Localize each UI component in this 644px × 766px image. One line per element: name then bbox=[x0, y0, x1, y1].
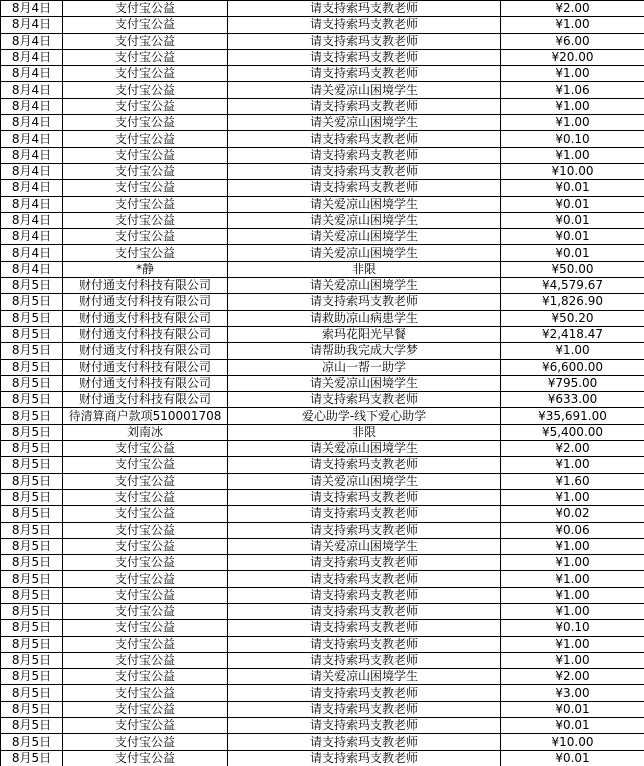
cell-date[interactable]: 8月5日 bbox=[1, 571, 63, 587]
table-row bbox=[1, 17, 644, 33]
cell-amount[interactable]: ¥5,400.00 bbox=[501, 424, 644, 440]
table-row bbox=[1, 261, 644, 277]
table-row bbox=[1, 473, 644, 489]
table-row bbox=[1, 669, 644, 685]
cell-project[interactable]: 非限 bbox=[228, 261, 501, 277]
cell-payer[interactable]: 支付宝公益 bbox=[63, 163, 228, 179]
table-row bbox=[1, 750, 644, 766]
cell-payer[interactable]: 支付宝公益 bbox=[63, 750, 228, 766]
cell-project[interactable]: 索玛花阳光早餐 bbox=[228, 326, 501, 342]
cell-project[interactable]: 请支持索玛支教老师 bbox=[228, 652, 501, 668]
cell-amount[interactable]: ¥6,600.00 bbox=[501, 359, 644, 375]
cell-project[interactable]: 凉山一帮一助学 bbox=[228, 359, 501, 375]
table-row bbox=[1, 685, 644, 701]
table-row bbox=[1, 375, 644, 391]
cell-payer[interactable]: 支付宝公益 bbox=[63, 522, 228, 538]
table-row bbox=[1, 522, 644, 538]
cell-amount[interactable]: ¥10.00 bbox=[501, 734, 644, 750]
cell-payer[interactable]: 支付宝公益 bbox=[63, 82, 228, 98]
cell-amount[interactable]: ¥0.02 bbox=[501, 506, 644, 522]
cell-amount[interactable]: ¥0.10 bbox=[501, 131, 644, 147]
cell-date[interactable]: 8月5日 bbox=[1, 441, 63, 457]
cell-project[interactable]: 非限 bbox=[228, 424, 501, 440]
table-row bbox=[1, 196, 644, 212]
cell-date[interactable]: 8月5日 bbox=[1, 343, 63, 359]
cell-date[interactable]: 8月5日 bbox=[1, 734, 63, 750]
cell-project[interactable]: 请支持索玛支教老师 bbox=[228, 620, 501, 636]
cell-amount[interactable]: ¥0.01 bbox=[501, 750, 644, 766]
cell-project[interactable]: 请支持索玛支教老师 bbox=[228, 587, 501, 603]
cell-amount[interactable]: ¥1.00 bbox=[501, 343, 644, 359]
cell-project[interactable]: 请支持索玛支教老师 bbox=[228, 636, 501, 652]
cell-amount[interactable]: ¥1.00 bbox=[501, 17, 644, 33]
cell-project[interactable]: 请关爱凉山困境学生 bbox=[228, 473, 501, 489]
cell-date[interactable]: 8月5日 bbox=[1, 538, 63, 554]
table-row bbox=[1, 408, 644, 424]
cell-payer[interactable]: 支付宝公益 bbox=[63, 587, 228, 603]
cell-project[interactable]: 请支持索玛支教老师 bbox=[228, 131, 501, 147]
table-row bbox=[1, 343, 644, 359]
cell-amount[interactable]: ¥3.00 bbox=[501, 685, 644, 701]
cell-amount[interactable]: ¥1.00 bbox=[501, 66, 644, 82]
cell-payer[interactable]: 支付宝公益 bbox=[63, 245, 228, 261]
cell-amount[interactable]: ¥1.00 bbox=[501, 603, 644, 619]
cell-payer[interactable]: 支付宝公益 bbox=[63, 66, 228, 82]
cell-date[interactable]: 8月5日 bbox=[1, 620, 63, 636]
cell-amount[interactable]: ¥0.01 bbox=[501, 718, 644, 734]
cell-project[interactable]: 请支持索玛支教老师 bbox=[228, 163, 501, 179]
cell-project[interactable]: 请支持索玛支教老师 bbox=[228, 506, 501, 522]
cell-project[interactable]: 请支持索玛支教老师 bbox=[228, 685, 501, 701]
cell-amount[interactable]: ¥1.00 bbox=[501, 587, 644, 603]
cell-payer[interactable]: 支付宝公益 bbox=[63, 229, 228, 245]
cell-project[interactable]: 请关爱凉山困境学生 bbox=[228, 229, 501, 245]
cell-date[interactable]: 8月4日 bbox=[1, 180, 63, 196]
cell-payer[interactable]: 待清算商户款项510001708 bbox=[63, 408, 228, 424]
cell-date[interactable]: 8月4日 bbox=[1, 115, 63, 131]
cell-date[interactable]: 8月4日 bbox=[1, 196, 63, 212]
table-row bbox=[1, 49, 644, 65]
cell-project[interactable]: 请关爱凉山困境学生 bbox=[228, 212, 501, 228]
cell-payer[interactable]: 刘南冰 bbox=[63, 424, 228, 440]
table-row bbox=[1, 538, 644, 554]
cell-payer[interactable]: 财付通支付科技有限公司 bbox=[63, 392, 228, 408]
table-row bbox=[1, 163, 644, 179]
cell-date[interactable]: 8月5日 bbox=[1, 278, 63, 294]
cell-date[interactable]: 8月5日 bbox=[1, 603, 63, 619]
cell-date[interactable]: 8月5日 bbox=[1, 326, 63, 342]
cell-amount[interactable]: ¥1.00 bbox=[501, 555, 644, 571]
cell-date[interactable]: 8月5日 bbox=[1, 375, 63, 391]
cell-date[interactable]: 8月5日 bbox=[1, 294, 63, 310]
cell-payer[interactable]: 支付宝公益 bbox=[63, 506, 228, 522]
table-row bbox=[1, 587, 644, 603]
table-row bbox=[1, 718, 644, 734]
cell-date[interactable]: 8月5日 bbox=[1, 587, 63, 603]
cell-amount[interactable]: ¥50.20 bbox=[501, 310, 644, 326]
table-row bbox=[1, 115, 644, 131]
cell-payer[interactable]: 支付宝公益 bbox=[63, 49, 228, 65]
table-row bbox=[1, 33, 644, 49]
cell-amount[interactable]: ¥0.01 bbox=[501, 180, 644, 196]
cell-project[interactable]: 请支持索玛支教老师 bbox=[228, 66, 501, 82]
cell-amount[interactable]: ¥0.06 bbox=[501, 522, 644, 538]
cell-payer[interactable]: 支付宝公益 bbox=[63, 131, 228, 147]
cell-project[interactable]: 请支持索玛支教老师 bbox=[228, 750, 501, 766]
table-body bbox=[1, 1, 644, 766]
table-row bbox=[1, 229, 644, 245]
cell-date[interactable]: 8月5日 bbox=[1, 489, 63, 505]
cell-payer[interactable]: 支付宝公益 bbox=[63, 636, 228, 652]
cell-payer[interactable]: 支付宝公益 bbox=[63, 115, 228, 131]
cell-amount[interactable]: ¥1.00 bbox=[501, 652, 644, 668]
cell-date[interactable]: 8月5日 bbox=[1, 310, 63, 326]
cell-amount[interactable]: ¥0.01 bbox=[501, 229, 644, 245]
cell-amount[interactable]: ¥1.00 bbox=[501, 457, 644, 473]
table-row bbox=[1, 555, 644, 571]
cell-payer[interactable]: 支付宝公益 bbox=[63, 17, 228, 33]
table-row bbox=[1, 734, 644, 750]
table-row bbox=[1, 603, 644, 619]
cell-amount[interactable]: ¥4,579.67 bbox=[501, 278, 644, 294]
cell-amount[interactable]: ¥20.00 bbox=[501, 49, 644, 65]
cell-date[interactable]: 8月5日 bbox=[1, 473, 63, 489]
table-row bbox=[1, 457, 644, 473]
table-row bbox=[1, 652, 644, 668]
table-row bbox=[1, 636, 644, 652]
cell-payer[interactable]: 财付通支付科技有限公司 bbox=[63, 294, 228, 310]
cell-project[interactable]: 请支持索玛支教老师 bbox=[228, 98, 501, 114]
cell-project[interactable]: 请救助凉山病患学生 bbox=[228, 310, 501, 326]
cell-payer[interactable]: 支付宝公益 bbox=[63, 685, 228, 701]
cell-payer[interactable]: 支付宝公益 bbox=[63, 180, 228, 196]
cell-project[interactable]: 请关爱凉山困境学生 bbox=[228, 196, 501, 212]
cell-project[interactable]: 请帮助我完成大学梦 bbox=[228, 343, 501, 359]
table-row bbox=[1, 131, 644, 147]
cell-payer[interactable]: 支付宝公益 bbox=[63, 212, 228, 228]
cell-date[interactable]: 8月4日 bbox=[1, 261, 63, 277]
cell-amount[interactable]: ¥1.00 bbox=[501, 98, 644, 114]
table-row bbox=[1, 571, 644, 587]
cell-project[interactable]: 请支持索玛支教老师 bbox=[228, 571, 501, 587]
table-row bbox=[1, 392, 644, 408]
cell-amount[interactable]: ¥2.00 bbox=[501, 669, 644, 685]
cell-amount[interactable]: ¥10.00 bbox=[501, 163, 644, 179]
cell-payer[interactable]: 财付通支付科技有限公司 bbox=[63, 326, 228, 342]
cell-payer[interactable]: 支付宝公益 bbox=[63, 457, 228, 473]
cell-payer[interactable]: 支付宝公益 bbox=[63, 33, 228, 49]
cell-project[interactable]: 请支持索玛支教老师 bbox=[228, 555, 501, 571]
cell-date[interactable]: 8月4日 bbox=[1, 98, 63, 114]
table-row bbox=[1, 489, 644, 505]
cell-date[interactable]: 8月5日 bbox=[1, 359, 63, 375]
table-row bbox=[1, 180, 644, 196]
cell-date[interactable]: 8月5日 bbox=[1, 669, 63, 685]
cell-project[interactable]: 请支持索玛支教老师 bbox=[228, 1, 501, 17]
cell-payer[interactable]: 支付宝公益 bbox=[63, 603, 228, 619]
cell-payer[interactable]: 财付通支付科技有限公司 bbox=[63, 343, 228, 359]
cell-amount[interactable]: ¥0.01 bbox=[501, 701, 644, 717]
cell-payer[interactable]: 支付宝公益 bbox=[63, 98, 228, 114]
cell-payer[interactable]: 支付宝公益 bbox=[63, 441, 228, 457]
cell-amount[interactable]: ¥2.00 bbox=[501, 441, 644, 457]
cell-payer[interactable]: 支付宝公益 bbox=[63, 620, 228, 636]
cell-date[interactable]: 8月4日 bbox=[1, 1, 63, 17]
cell-payer[interactable]: 支付宝公益 bbox=[63, 489, 228, 505]
table-row bbox=[1, 212, 644, 228]
cell-date[interactable]: 8月4日 bbox=[1, 66, 63, 82]
cell-date[interactable]: 8月4日 bbox=[1, 147, 63, 163]
cell-project[interactable]: 请关爱凉山困境学生 bbox=[228, 115, 501, 131]
cell-project[interactable]: 请支持索玛支教老师 bbox=[228, 457, 501, 473]
cell-date[interactable]: 8月5日 bbox=[1, 424, 63, 440]
cell-date[interactable]: 8月5日 bbox=[1, 685, 63, 701]
cell-date[interactable]: 8月5日 bbox=[1, 636, 63, 652]
cell-project[interactable]: 请支持索玛支教老师 bbox=[228, 392, 501, 408]
cell-project[interactable]: 请关爱凉山困境学生 bbox=[228, 441, 501, 457]
cell-amount[interactable]: ¥6.00 bbox=[501, 33, 644, 49]
cell-amount[interactable]: ¥1.00 bbox=[501, 538, 644, 554]
cell-project[interactable]: 请支持索玛支教老师 bbox=[228, 33, 501, 49]
cell-project[interactable]: 请关爱凉山困境学生 bbox=[228, 669, 501, 685]
table-row bbox=[1, 147, 644, 163]
cell-project[interactable]: 请关爱凉山困境学生 bbox=[228, 82, 501, 98]
cell-amount[interactable]: ¥50.00 bbox=[501, 261, 644, 277]
cell-date[interactable]: 8月4日 bbox=[1, 131, 63, 147]
cell-amount[interactable]: ¥1.00 bbox=[501, 115, 644, 131]
cell-project[interactable]: 请关爱凉山困境学生 bbox=[228, 375, 501, 391]
cell-payer[interactable]: 支付宝公益 bbox=[63, 196, 228, 212]
cell-project[interactable]: 请支持索玛支教老师 bbox=[228, 180, 501, 196]
cell-payer[interactable]: 财付通支付科技有限公司 bbox=[63, 310, 228, 326]
cell-amount[interactable]: ¥1.06 bbox=[501, 82, 644, 98]
cell-project[interactable]: 请支持索玛支教老师 bbox=[228, 17, 501, 33]
cell-date[interactable]: 8月5日 bbox=[1, 652, 63, 668]
cell-date[interactable]: 8月4日 bbox=[1, 163, 63, 179]
cell-payer[interactable]: 支付宝公益 bbox=[63, 701, 228, 717]
cell-project[interactable]: 请支持索玛支教老师 bbox=[228, 603, 501, 619]
cell-date[interactable]: 8月5日 bbox=[1, 506, 63, 522]
cell-date[interactable]: 8月5日 bbox=[1, 408, 63, 424]
cell-date[interactable]: 8月5日 bbox=[1, 555, 63, 571]
table-row bbox=[1, 98, 644, 114]
cell-project[interactable]: 请关爱凉山困境学生 bbox=[228, 538, 501, 554]
table-row bbox=[1, 506, 644, 522]
cell-date[interactable]: 8月4日 bbox=[1, 245, 63, 261]
cell-amount[interactable]: ¥2.00 bbox=[501, 1, 644, 17]
cell-amount[interactable]: ¥633.00 bbox=[501, 392, 644, 408]
cell-amount[interactable]: ¥1.60 bbox=[501, 473, 644, 489]
cell-date[interactable]: 8月4日 bbox=[1, 49, 63, 65]
cell-date[interactable]: 8月4日 bbox=[1, 212, 63, 228]
cell-payer[interactable]: 支付宝公益 bbox=[63, 669, 228, 685]
cell-amount[interactable]: ¥2,418.47 bbox=[501, 326, 644, 342]
table-row bbox=[1, 359, 644, 375]
cell-amount[interactable]: ¥0.10 bbox=[501, 620, 644, 636]
cell-amount[interactable]: ¥1.00 bbox=[501, 636, 644, 652]
cell-payer[interactable]: 支付宝公益 bbox=[63, 147, 228, 163]
cell-project[interactable]: 请支持索玛支教老师 bbox=[228, 734, 501, 750]
cell-project[interactable]: 请支持索玛支教老师 bbox=[228, 49, 501, 65]
cell-payer[interactable]: 支付宝公益 bbox=[63, 555, 228, 571]
table-row bbox=[1, 326, 644, 342]
table-row bbox=[1, 294, 644, 310]
table-row bbox=[1, 82, 644, 98]
cell-payer[interactable]: 支付宝公益 bbox=[63, 571, 228, 587]
cell-project[interactable]: 请支持索玛支教老师 bbox=[228, 147, 501, 163]
cell-amount[interactable]: ¥1.00 bbox=[501, 147, 644, 163]
cell-amount[interactable]: ¥0.01 bbox=[501, 196, 644, 212]
cell-date[interactable]: 8月5日 bbox=[1, 457, 63, 473]
cell-date[interactable]: 8月5日 bbox=[1, 701, 63, 717]
table-row bbox=[1, 441, 644, 457]
cell-amount[interactable]: ¥1.00 bbox=[501, 489, 644, 505]
table-row bbox=[1, 310, 644, 326]
table-row bbox=[1, 424, 644, 440]
cell-payer[interactable]: *静 bbox=[63, 261, 228, 277]
cell-amount[interactable]: ¥1,826.90 bbox=[501, 294, 644, 310]
cell-amount[interactable]: ¥1.00 bbox=[501, 571, 644, 587]
cell-payer[interactable]: 财付通支付科技有限公司 bbox=[63, 278, 228, 294]
cell-project[interactable]: 请关爱凉山困境学生 bbox=[228, 278, 501, 294]
cell-project[interactable]: 请支持索玛支教老师 bbox=[228, 522, 501, 538]
cell-project[interactable]: 请支持索玛支教老师 bbox=[228, 489, 501, 505]
cell-project[interactable]: 请支持索玛支教老师 bbox=[228, 701, 501, 717]
cell-date[interactable]: 8月4日 bbox=[1, 17, 63, 33]
cell-amount[interactable]: ¥35,691.00 bbox=[501, 408, 644, 424]
cell-payer[interactable]: 支付宝公益 bbox=[63, 718, 228, 734]
cell-date[interactable]: 8月4日 bbox=[1, 82, 63, 98]
cell-payer[interactable]: 财付通支付科技有限公司 bbox=[63, 375, 228, 391]
table-row bbox=[1, 620, 644, 636]
cell-date[interactable]: 8月5日 bbox=[1, 750, 63, 766]
cell-amount[interactable]: ¥795.00 bbox=[501, 375, 644, 391]
cell-project[interactable]: 爱心助学-线下爱心助学 bbox=[228, 408, 501, 424]
cell-date[interactable]: 8月5日 bbox=[1, 718, 63, 734]
cell-date[interactable]: 8月5日 bbox=[1, 522, 63, 538]
cell-project[interactable]: 请支持索玛支教老师 bbox=[228, 294, 501, 310]
cell-date[interactable]: 8月4日 bbox=[1, 33, 63, 49]
table-row bbox=[1, 245, 644, 261]
cell-amount[interactable]: ¥0.01 bbox=[501, 245, 644, 261]
cell-payer[interactable]: 支付宝公益 bbox=[63, 473, 228, 489]
table-row bbox=[1, 701, 644, 717]
cell-payer[interactable]: 支付宝公益 bbox=[63, 734, 228, 750]
cell-project[interactable]: 请关爱凉山困境学生 bbox=[228, 245, 501, 261]
cell-payer[interactable]: 财付通支付科技有限公司 bbox=[63, 359, 228, 375]
cell-date[interactable]: 8月4日 bbox=[1, 229, 63, 245]
cell-amount[interactable]: ¥0.01 bbox=[501, 212, 644, 228]
cell-date[interactable]: 8月5日 bbox=[1, 392, 63, 408]
cell-payer[interactable]: 支付宝公益 bbox=[63, 1, 228, 17]
table-row bbox=[1, 278, 644, 294]
table-row bbox=[1, 1, 644, 17]
cell-payer[interactable]: 支付宝公益 bbox=[63, 538, 228, 554]
cell-payer[interactable]: 支付宝公益 bbox=[63, 652, 228, 668]
cell-project[interactable]: 请支持索玛支教老师 bbox=[228, 718, 501, 734]
table-row bbox=[1, 66, 644, 82]
